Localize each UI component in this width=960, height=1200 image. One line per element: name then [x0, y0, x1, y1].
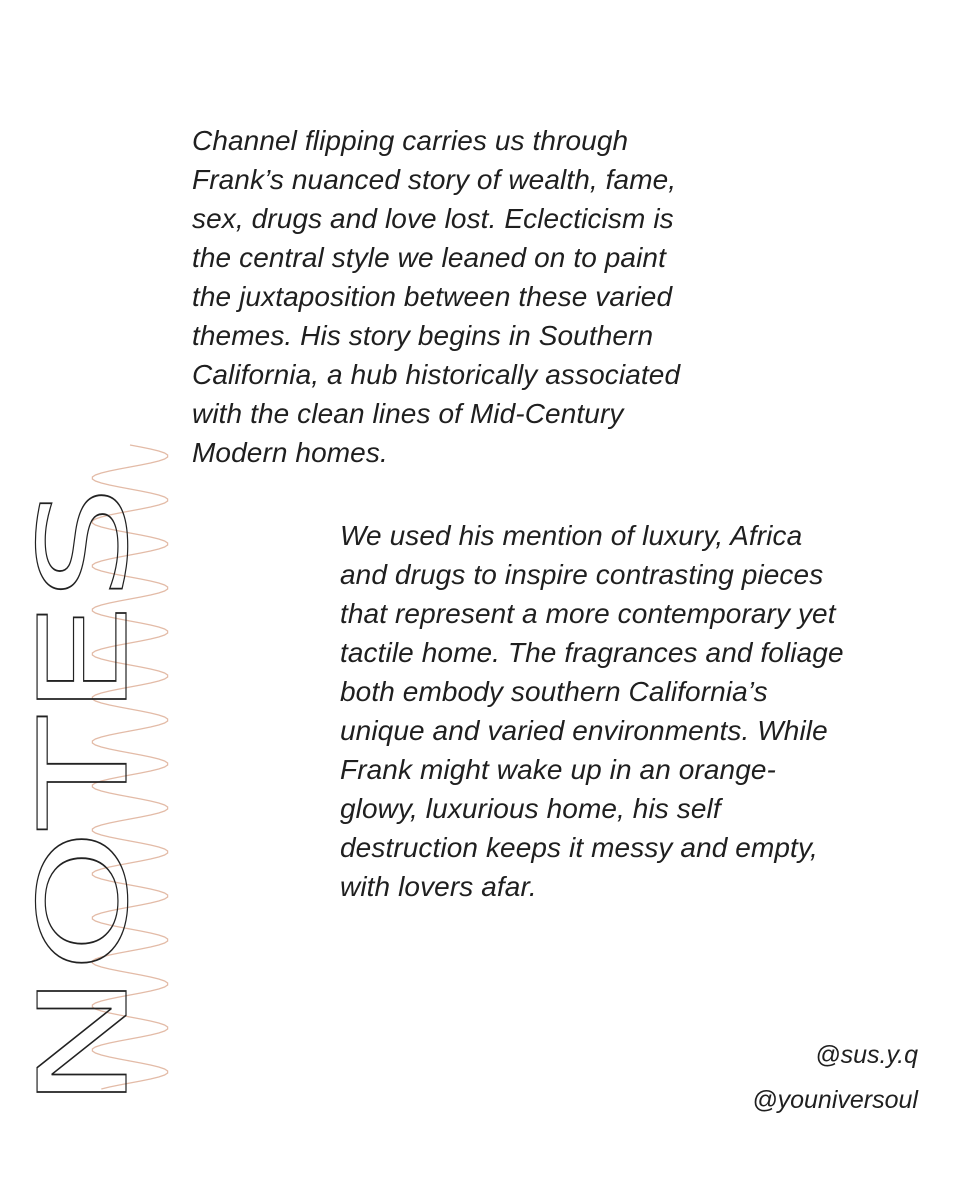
credit-handle[interactable]: @sus.y.q [815, 1041, 918, 1069]
paragraph-line: Channel flipping carries us through [192, 125, 629, 156]
paragraph-line: the central style we leaned on to paint [192, 242, 666, 273]
paragraph-line: with lovers afar. [340, 871, 537, 902]
second-paragraph [340, 516, 940, 906]
paragraph-line: We used his mention of luxury, Africa [340, 520, 803, 551]
paragraph-line: both embody southern California’s [340, 676, 768, 707]
paragraph-line: tactile home. The fragrances and foliage [340, 637, 844, 668]
paragraph-line: themes. His story begins in Southern [192, 320, 654, 351]
paragraph-line: glowy, luxurious home, his self [340, 793, 721, 824]
paragraph-line: and drugs to inspire contrasting pieces [340, 559, 824, 590]
paragraph-line: with the clean lines of Mid-Century [192, 398, 624, 429]
paragraph-line: the juxtaposition between these varied [192, 281, 673, 312]
paragraph-line: sex, drugs and love lost. Eclecticism is [192, 203, 674, 234]
paragraph-line: destruction keeps it messy and empty, [340, 832, 818, 863]
credit-handle[interactable]: @youniversoul [752, 1086, 918, 1114]
paragraph-line: Modern homes. [192, 437, 388, 468]
paragraph-line: California, a hub historically associated [192, 359, 681, 390]
paragraph-line: Frank might wake up in an orange- [340, 754, 776, 785]
vertical-title: NOTES [13, 693, 155, 1110]
paragraph-line: that represent a more contemporary yet [340, 598, 836, 629]
paragraph-line: unique and varied environments. While [340, 715, 828, 746]
intro-paragraph [192, 121, 792, 472]
paragraph-line: Frank’s nuanced story of wealth, fame, [192, 164, 677, 195]
